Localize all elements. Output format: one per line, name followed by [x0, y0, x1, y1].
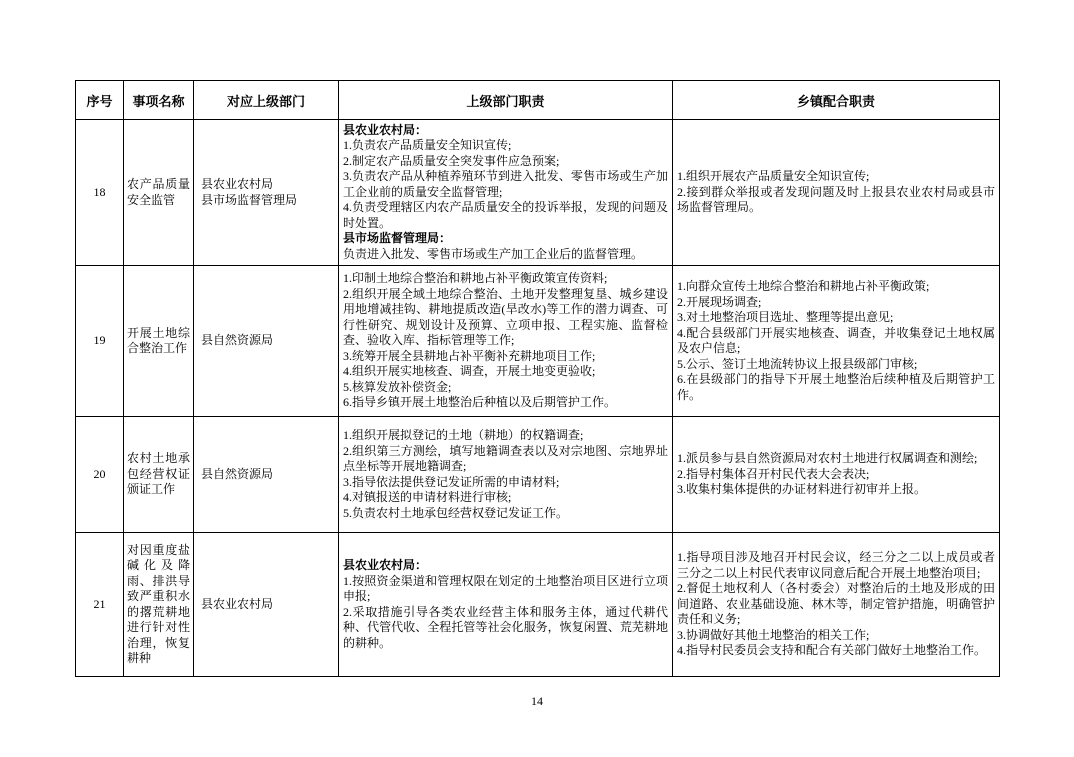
duties-cell [673, 417, 1000, 533]
duty-line: 2.接到群众举报或者发现问题及时上报县农业农村局或县市场监督管理局。 [677, 184, 995, 215]
duty-line: 1.指导项目涉及地召开村民会议，经三分之二以上成员或者三分之二以上村民代表审议同意后配合开展土地整治项目; [677, 550, 995, 580]
duty-line: 5.负责农村土地承包经营权登记发证工作。 [343, 505, 569, 520]
duty-line: 2.指导村集体召开村民代表大会表决; [677, 466, 870, 481]
duty-line: 3.收集村集体提供的办证材料进行初审并上报。 [677, 482, 927, 497]
duties-cell [673, 533, 1000, 677]
duty-line: 2.采取措施引导各类农业经营主体和服务主体，通过代耕代种、代管代收、全程托管等社会化服务，恢复闲置、荒芜耕地的耕种。 [343, 604, 668, 650]
duty-line: 负责进入批发、零售市场或生产加工企业后的监督管理。 [343, 246, 644, 261]
duties-cell [673, 266, 1000, 417]
duty-line: 1.向群众宣传土地综合整治和耕地占补平衡政策; [677, 279, 930, 293]
duty-line: 1.派员参与县自然资源局对农村土地进行权属调查和测绘; [677, 451, 978, 466]
duty-line: 1.组织开展拟登记的土地（耕地）的权籍调查; [343, 428, 584, 442]
duty-line: 3.统筹开展全县耕地占补平衡补充耕地项目工作; [343, 348, 596, 363]
column-header: 序号 [76, 81, 124, 120]
duties-cell [339, 417, 673, 533]
duty-department-heading: 县农业农村局： [343, 558, 428, 572]
duty-line: 6.在县级部门的指导下开展土地整治后续种植及后期管护工作。 [677, 372, 995, 402]
duty-line: 1.组织开展农产品质量安全知识宣传; [677, 169, 870, 184]
item-name: 农村土地承包经营权证颁证工作 [124, 417, 194, 533]
duty-line: 2.组织开展全域土地综合整治、土地开发整理复垦、城乡建设用地增减挂钩、耕地提质改造(旱改水)等工作的潜力调查、可行性研究、规划设计及预算、立项申报、工程实施、监督检查、验收入库、指标管理等工作; [343, 286, 668, 348]
row-number: 19 [76, 266, 124, 417]
department-name: 县农业农村局 [201, 177, 274, 191]
item-name: 农产品质量安全监管 [124, 120, 194, 266]
duty-line: 5.核算发放补偿资金; [343, 379, 452, 394]
duty-line: 3.负责农产品从种植养殖环节到进入批发、零售市场或生产加工企业前的质量安全监督管理; [343, 169, 668, 199]
item-name: 开展土地综合整治工作 [124, 266, 194, 417]
table-row [76, 266, 1000, 417]
department-name: 县农业农村局 [201, 596, 274, 611]
table-row [76, 417, 1000, 533]
duty-department-heading: 县农业农村局： [343, 122, 428, 137]
column-header: 乡镇配合职责 [673, 81, 1000, 120]
duty-line: 2.制定农产品质量安全突发事件应急预案; [343, 153, 560, 168]
department-name: 县自然资源局 [201, 466, 274, 481]
duty-line: 2.开展现场调查; [677, 294, 762, 309]
table-row [76, 533, 1000, 677]
duty-line: 1.按照资金渠道和管理权限在划定的土地整治项目区进行立项申报; [343, 573, 668, 603]
duty-line: 1.印制土地综合整治和耕地占补平衡政策宣传资料; [343, 271, 608, 286]
department-name: 县市场监督管理局 [201, 192, 298, 207]
duty-line: 1.负责农产品质量安全知识宣传; [343, 138, 512, 153]
superior-departments-cell [194, 533, 339, 677]
duty-line: 6.指导乡镇开展土地整治后种植以及后期管护工作。 [343, 395, 617, 410]
duty-line: 3.指导依法提供登记发证所需的申请材料; [343, 474, 560, 489]
header-row [76, 81, 1000, 120]
duty-line: 4.负责受理辖区内农产品质量安全的投诉举报，发现的问题及时处置。 [343, 200, 668, 230]
duty-line: 5.公示、签订土地流转协议上报县级部门审核; [677, 356, 918, 371]
duty-line: 3.对土地整治项目选址、整理等提出意见; [677, 310, 894, 324]
duties-cell [339, 120, 673, 266]
duty-line: 4.配合县级部门开展实地核查、调查，并收集登记土地权属及农户信息; [677, 325, 995, 355]
superior-departments-cell [194, 417, 339, 533]
duties-cell [673, 120, 1000, 266]
duty-line: 4.指导村民委员会支持和配合有关部门做好土地整治工作。 [677, 643, 987, 658]
column-header: 对应上级部门 [194, 81, 339, 120]
row-number: 21 [76, 533, 124, 677]
duty-department-heading: 县市场监督管理局： [343, 231, 452, 246]
duty-line: 2.组织第三方测绘，填写地籍调查表以及对宗地图、宗地界址点坐标等开展地籍调查; [343, 443, 668, 473]
duty-line: 2.督促土地权利人（各村委会）对整治后的土地及形成的田间道路、农业基础设施、林木等，制定管护措施，明确管护责任和义务; [677, 581, 995, 627]
column-header: 上级部门职责 [339, 81, 673, 120]
department-name: 县自然资源局 [201, 333, 274, 348]
column-header: 事项名称 [124, 81, 194, 120]
item-name: 对因重度盐碱化及降雨、排洪导致严重积水的撂荒耕地进行针对性治理，恢复耕种 [124, 533, 194, 677]
duties-cell [339, 266, 673, 417]
duty-line: 3.协调做好其他土地整治的相关工作; [677, 627, 870, 642]
row-number: 18 [76, 120, 124, 266]
table-row [76, 120, 1000, 266]
superior-departments-cell [194, 266, 339, 417]
duties-table [75, 80, 1000, 677]
duty-line: 4.对镇报送的申请材料进行审核; [343, 490, 512, 504]
duties-cell [339, 533, 673, 677]
superior-departments-cell [194, 120, 339, 266]
duty-line: 4.组织开展实地核查、调查，开展土地变更验收; [343, 364, 596, 379]
row-number: 20 [76, 417, 124, 533]
page-number: 14 [531, 694, 543, 708]
